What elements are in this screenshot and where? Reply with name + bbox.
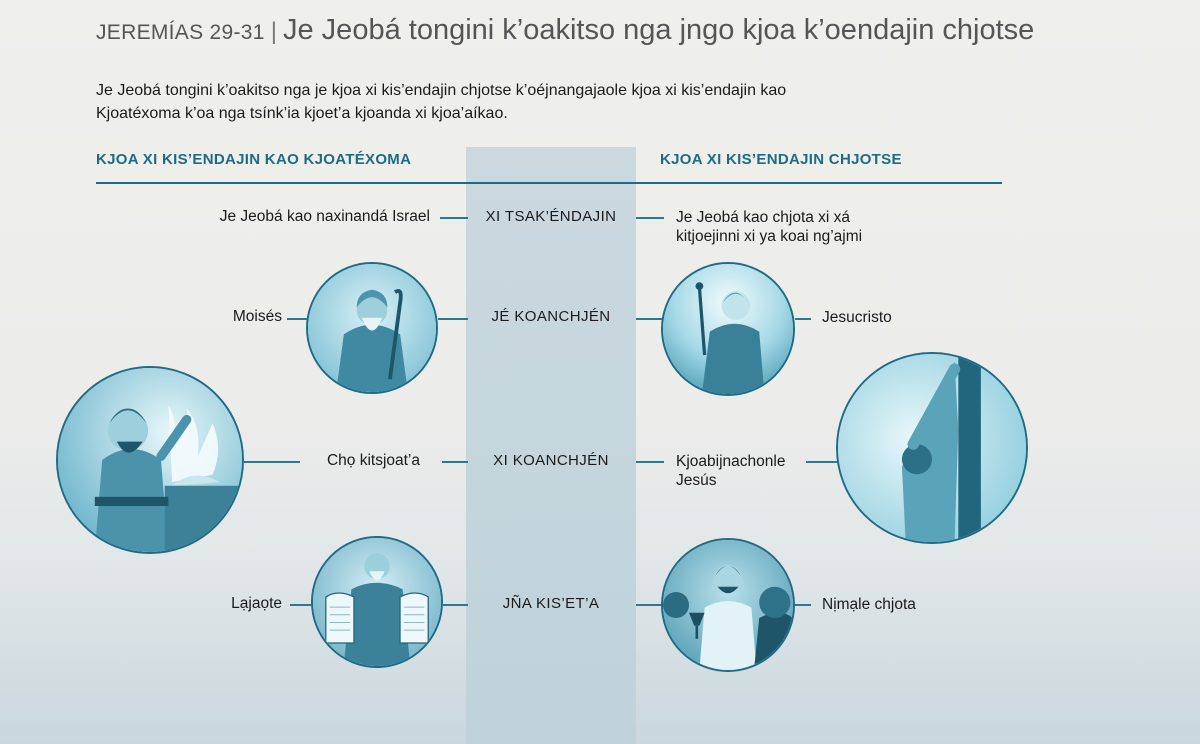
row-4-right-connector <box>636 604 662 606</box>
row-4-right-outer-connector <box>795 604 811 606</box>
row-3-right-label <box>676 452 785 490</box>
left-column-heading: KJOA XI KIS’ENDAJIN KAO KJOATÉXOMA <box>96 151 412 168</box>
row-1-left-connector <box>440 217 468 219</box>
scripture-reference: JEREMÍAS 29-31 <box>96 21 265 44</box>
row-4-left-label: Lạjaọte <box>231 595 282 612</box>
row-2-right-label: Jesucristo <box>822 309 892 326</box>
title-separator: | <box>270 18 277 45</box>
jesus-on-stake-image <box>836 352 1028 544</box>
row-2-left-label: Moisés <box>232 308 282 325</box>
moses-with-staff-image <box>306 262 438 394</box>
row-1-right-line-1: Je Jeobá kao chjota xi xá <box>676 209 851 226</box>
page-title <box>96 14 1176 47</box>
row-2-right-outer-connector <box>795 318 811 320</box>
row-1-center-label: XI TSAK’ÉNDAJIN <box>485 208 617 225</box>
row-1-right-label <box>676 208 862 246</box>
heading-rule <box>96 182 1002 184</box>
row-3-right-outer-connector <box>806 461 838 463</box>
row-3-center-label: XI KOANCHJÉN <box>493 452 609 469</box>
row-4-left-connector <box>443 604 468 606</box>
row-3-left-label: Chọ kitsjoat’a <box>326 452 420 469</box>
row-3-left-outer-connector <box>244 461 300 463</box>
row-3-left-connector <box>442 461 468 463</box>
jesus-with-scepter-image <box>661 262 795 396</box>
row-2-left-connector <box>438 318 468 320</box>
row-1-right-connector <box>636 217 664 219</box>
jesus-with-disciples-image <box>661 538 795 672</box>
intro-line-2: Kjoatéxoma k’oa nga tsínk’ia kjoet’a kjoanda xi kjoa’aíkao. <box>96 105 508 122</box>
row-3-right-connector <box>636 461 664 463</box>
row-3-right-line-1: Kjoabijnachonle <box>676 453 786 470</box>
center-band <box>466 147 636 744</box>
row-4-left-outer-connector <box>290 604 312 606</box>
row-2-left-outer-connector <box>287 318 307 320</box>
row-2-right-connector <box>636 318 662 320</box>
row-1-right-line-2: kitjoejinni xi ya koai ng’ajmi <box>676 228 863 245</box>
row-4-right-label: Nịmạle chjota <box>822 596 916 613</box>
row-1-left-label: Je Jeobá kao naxinandá Israel <box>219 208 430 225</box>
intro-line-1: Je Jeobá tongini k’oakitso nga je kjoa xi kis’endajin chjotse k’oéjnangajaole kjoa xi kis’endajin kao <box>96 82 787 99</box>
row-3-right-line-2: Jesús <box>676 472 717 489</box>
row-2-center-label: JÉ KOANCHJÉN <box>491 308 611 325</box>
moses-with-law-tablets-image <box>311 536 443 668</box>
page-heading: Je Jeobá tongini k’oakitso nga jngo kjoa k’oendajin chjotse <box>283 14 1035 46</box>
animal-sacrifice-on-altar-image <box>56 366 244 554</box>
intro-paragraph <box>96 79 916 125</box>
right-column-heading: KJOA XI KIS’ENDAJIN CHJOTSE <box>660 151 902 168</box>
row-4-center-label: JÑA KIS’ET’A <box>502 595 600 612</box>
